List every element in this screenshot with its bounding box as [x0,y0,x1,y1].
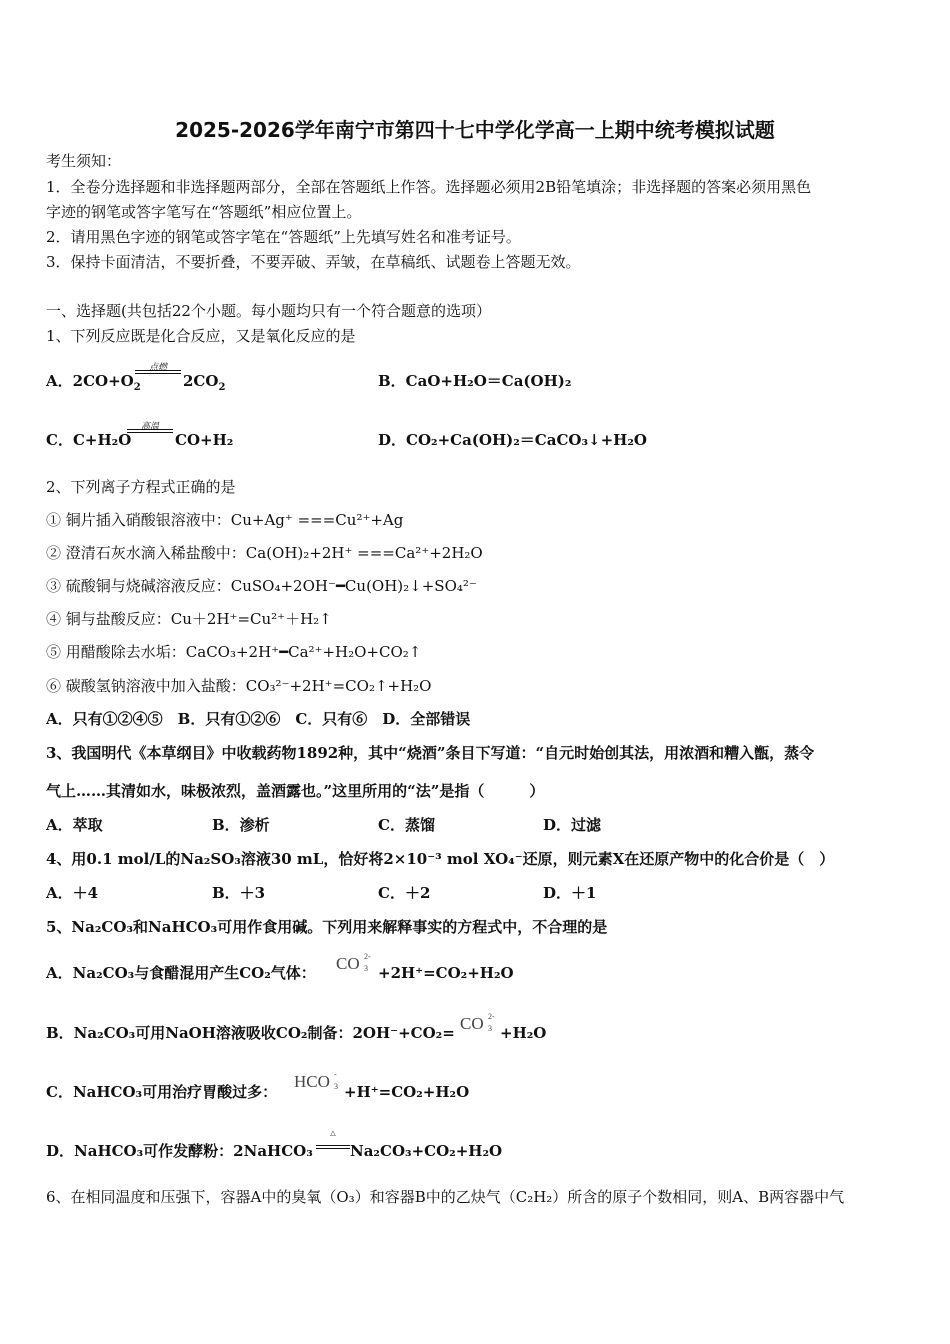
q1-option-d: D．CO₂+Ca(OH)₂＝CaCO₃↓+H₂O [378,431,647,449]
q1-stem: 1、下列反应既是化合反应，又是氧化反应的是 [46,327,356,345]
q2-item-6: ⑥ 碳酸氢钠溶液中加入盐酸：CO₃²⁻+2H⁺=CO₂↑+H₂O [46,677,432,695]
q4-option-c: C．＋2 [378,884,431,902]
q2-item-5: ⑤ 用醋酸除去水垢：CaCO₃+2H⁺━Ca²⁺+H₂O+CO₂↑ [46,643,422,661]
q1-a-cond-label: 点燃 [148,363,167,373]
q5-b-ion-sub: 3 [488,1024,492,1033]
q1-c-cond-line-1 [127,429,173,430]
q5-option-d-rhs: Na₂CO₃+CO₂+H₂O [350,1142,503,1160]
q1-option-c-rhs: CO+H₂ [175,431,234,449]
q3-option-d: D．过滤 [543,816,602,834]
q5-option-b-text: B．Na₂CO₃可用NaOH溶液吸收CO₂制备：2OH⁻+CO₂= [46,1024,455,1042]
q5-c-ion-formula: HCO [294,1072,330,1091]
q1-option-a [46,372,141,393]
section-heading: 一、选择题(共包括22个小题。每小题均只有一个符合题意的选项） [46,302,491,320]
q2-item-4: ④ 铜与盐酸反应：Cu＋2H⁺=Cu²⁺＋H₂↑ [46,610,332,628]
q3-option-b: B．渗析 [212,816,270,834]
q1-a-product: 2CO [183,372,219,390]
q1-a-product-sub: 2 [218,382,226,393]
q5-d-cond-line-1 [316,1145,350,1146]
q4-option-d: D．＋1 [543,884,597,902]
q3-option-c: C．蒸馏 [378,816,435,834]
q1-a-sub: 2 [133,382,141,393]
notice-item-3: 3．保持卡面清洁，不要折叠，不要弄破、弄皱，在草稿纸、试题卷上答题无效。 [46,253,581,271]
q1-a-cond-line-2 [135,373,181,374]
q1-a-rhs [183,372,226,393]
q5-b-ion-charge: 2- [488,1012,495,1021]
notice-item-2: 2．请用黑色字迹的钢笔或答字笔在“答题纸”上先填写姓名和准考证号。 [46,228,521,246]
q5-c-ion-sub: 3 [334,1082,338,1091]
q3-stem-line-1: 3、我国明代《本草纲目》中收载药物1892种，其中“烧酒”条目下写道：“自元时始创其法，用浓酒和糟入甑，蒸令 [46,744,815,762]
q1-a-cond-line-1 [135,370,181,371]
q5-d-cond-line-2 [316,1148,350,1149]
q5-option-d-text: D．NaHCO₃可作发酵粉：2NaHCO₃ [46,1142,313,1160]
q5-c-ion-charge: - [334,1070,337,1079]
q5-option-a-text: A．Na₂CO₃与食醋混用产生CO₂气体： [46,964,316,982]
q2-item-1: ① 铜片插入硝酸银溶液中：Cu+Ag⁺ ===Cu²⁺+Ag [46,511,404,529]
q4-option-a: A．＋4 [46,884,99,902]
q2-item-3: ③ 硫酸铜与烧碱溶液反应：CuSO₄+2OH⁻━Cu(OH)₂↓+SO₄²⁻ [46,577,477,595]
q5-a-ion-charge: 2- [364,952,371,961]
q3-stem-line-2: 气上……其清如水，味极浓烈，盖酒露也。”这里所用的“法”是指（ ） [46,782,545,800]
q2-options: A．只有①②④⑤ B．只有①②⑥ C．只有⑥ D．全部错误 [46,710,471,728]
q2-stem: 2、下列离子方程式正确的是 [46,478,236,496]
page-title: 2025-2026学年南宁市第四十七中学化学高一上期中统考模拟试题 [175,118,775,142]
q5-b-carbonate-ion [460,1012,495,1034]
notice-item-1: 1．全卷分选择题和非选择题两部分，全部在答题纸上作答。选择题必须用2B铅笔填涂；非选择题的答案必须用黑色 [46,178,812,196]
q2-item-2: ② 澄清石灰水滴入稀盐酸中：Ca(OH)₂+2H⁺ ===Ca²⁺+2H₂O [46,544,483,562]
q5-option-c-text: C．NaHCO₃可用治疗胃酸过多： [46,1083,278,1101]
q1-option-c-lhs: C．C+H₂O [46,431,132,449]
q3-option-a: A．萃取 [46,816,103,834]
q1-c-cond-line-2 [127,432,173,433]
q5-a-carbonate-ion [336,952,371,974]
q5-a-ion-sub: 3 [364,964,368,973]
q5-stem: 5、Na₂CO₃和NaHCO₃可用作食用碱。下列用来解释事实的方程式中，不合理的是 [46,918,608,936]
q5-option-a-rhs: +2H⁺=CO₂+H₂O [378,964,514,982]
q6-stem: 6、在相同温度和压强下，容器A中的臭氧（O₃）和容器B中的乙炔气（C₂H₂）所含的原子个数相同，则A、B两容器中气 [46,1188,845,1206]
q5-a-ion-formula: CO [336,954,360,973]
q4-option-b: B．＋3 [212,884,266,902]
q4-stem: 4、用0.1 mol/L的Na₂SO₃溶液30 mL，恰好将2×10⁻³ mol XO₄⁻还原，则元素X在还原产物中的化合价是（ ） [46,850,835,868]
notice-item-1-cont: 字迹的钢笔或答字笔写在“答题纸”相应位置上。 [46,203,362,221]
q1-c-cond-label: 高温 [140,422,159,432]
q1-a-lhs: A．2CO+O [46,372,134,390]
q5-b-ion-formula: CO [460,1014,484,1033]
q5-d-cond-label: △ [330,1129,336,1137]
notice-heading: 考生须知： [46,152,122,170]
q5-option-c-rhs: +H⁺=CO₂+H₂O [344,1083,470,1101]
q5-c-bicarbonate-ion [294,1070,338,1092]
q5-option-b-rhs: +H₂O [500,1024,547,1042]
q1-option-b: B．CaO+H₂O＝Ca(OH)₂ [378,372,572,390]
